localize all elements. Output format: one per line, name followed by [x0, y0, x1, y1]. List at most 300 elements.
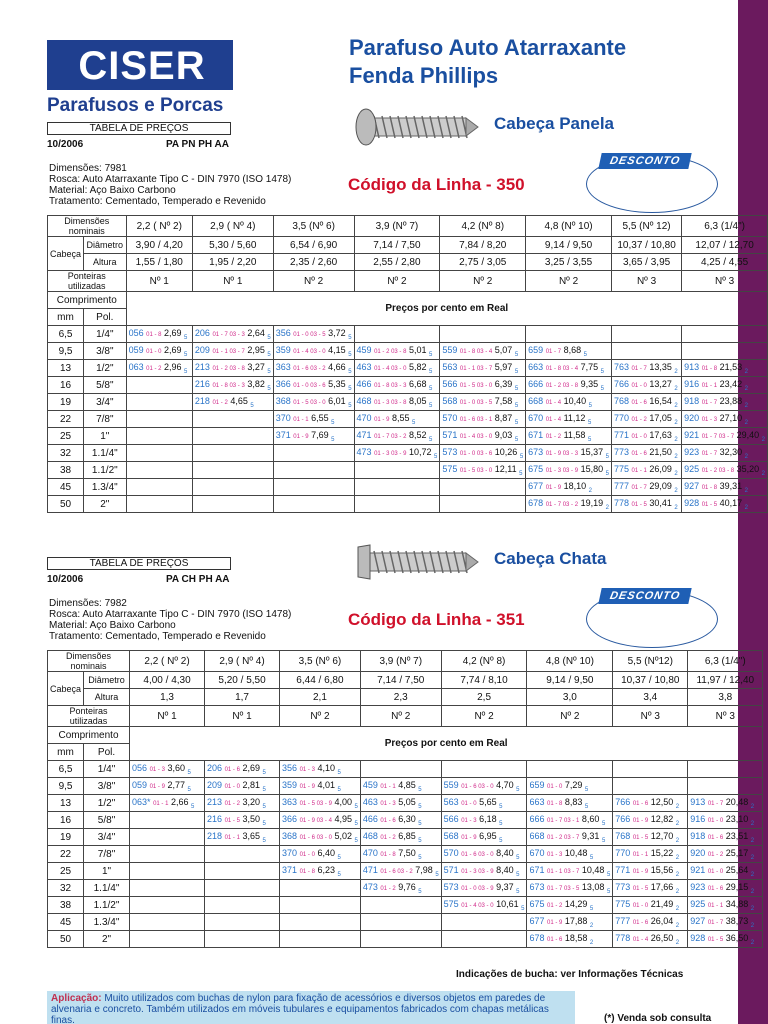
table-row: [48, 846, 763, 863]
price-entry: 678 01 - 7 03 - 2 19,19 $_2$: [528, 497, 609, 511]
price-cell: [613, 863, 688, 880]
price-cell: [526, 326, 612, 343]
row-pol: 1.1/4": [84, 445, 127, 462]
price-cell: [611, 462, 681, 479]
price-cell: [527, 863, 613, 880]
diametro-cell: 5,20 / 5,50: [205, 672, 280, 689]
price-cell: [273, 326, 354, 343]
price-cell: [130, 761, 205, 778]
ponteira-cell: Nº 2: [440, 271, 526, 292]
dim-cell: 6,3 (1/4"): [682, 216, 768, 237]
price-cell: [526, 445, 612, 462]
price-entry: 206 01 - 6 2,69 $_5$: [207, 762, 266, 776]
row-pol: 7/8": [84, 411, 127, 428]
ponteira-cell: Nº 3: [611, 271, 681, 292]
price-entry: 568 01 - 0 03 - 5 7,58 $_5$: [442, 395, 519, 409]
ponteira-cell: Nº 2: [441, 706, 527, 727]
head-type: Cabeça Panela: [494, 114, 615, 133]
price-cell: [682, 428, 768, 445]
price-entry: 468 01 - 3 03 - 8 8,05 $_5$: [356, 395, 433, 409]
row-pol: 3/8": [84, 778, 130, 795]
price-cell: [126, 428, 192, 445]
price-entry: 775 01 - 0 21,49 $_2$: [615, 898, 680, 912]
price-cell: [280, 778, 361, 795]
price-cell: [440, 496, 526, 513]
row-mm: 16: [48, 377, 84, 394]
price-cell: [354, 377, 440, 394]
price-cell: [126, 445, 192, 462]
diametro-cell: 10,37 / 10,80: [613, 672, 688, 689]
price-entry: 216 01 - 5 3,50 $_5$: [207, 813, 266, 827]
price-entry: 459 01 - 1 4,85 $_5$: [362, 779, 422, 793]
cabeca-label: Cabeça: [48, 237, 84, 271]
price-entry: 928 01 - 5 40,17 $_2$: [684, 497, 748, 511]
table-row: [48, 394, 768, 411]
price-cell: [688, 846, 763, 863]
diametro-label: Diâmetro: [84, 237, 127, 254]
price-cell: [205, 778, 280, 795]
price-cell: [205, 914, 280, 931]
aplicacao-box: [47, 991, 575, 1024]
dim-cell: 4,2 (Nº 8): [440, 216, 526, 237]
price-entry: 356 01 - 0 03 - 5 3,72 $_5$: [275, 327, 352, 341]
price-entry: 209 01 - 1 03 - 7 2,95 $_5$: [194, 344, 271, 358]
price-cell: [527, 897, 613, 914]
altura-label: Altura: [84, 254, 127, 271]
table-row: [48, 778, 763, 795]
table-row: [48, 914, 763, 931]
ponteira-cell: Nº 3: [613, 706, 688, 727]
price-entry: 659 01 - 0 7,29 $_5$: [529, 779, 589, 793]
price-cell: [440, 343, 526, 360]
price-cell: [280, 761, 361, 778]
price-entry: 675 01 - 2 14,29 $_5$: [529, 898, 594, 912]
price-cell: [688, 795, 763, 812]
dim-label: Dimensões nominais: [48, 651, 130, 672]
price-cell: [205, 880, 280, 897]
price-cell: [688, 778, 763, 795]
price-cell: [440, 428, 526, 445]
price-cell: [611, 479, 681, 496]
price-cell: [440, 479, 526, 496]
price-cell: [440, 445, 526, 462]
row-pol: 2": [84, 496, 127, 513]
row-pol: 1.1/2": [84, 897, 130, 914]
altura-cell: 3,0: [527, 689, 613, 706]
row-mm: 45: [48, 479, 84, 496]
row-mm: 6,5: [48, 326, 84, 343]
price-entry: 927 01 - 8 39,31 $_2$: [684, 480, 748, 494]
price-cell: [205, 863, 280, 880]
price-cell: [611, 428, 681, 445]
price-cell: [526, 428, 612, 445]
price-entry: 209 01 - 0 2,81 $_5$: [207, 779, 266, 793]
ponteira-cell: Nº 2: [526, 271, 612, 292]
dim-cell: 2,2 ( Nº 2): [126, 216, 192, 237]
price-entry: 559 01 - 6 03 - 0 4,70 $_5$: [443, 779, 520, 793]
price-entry: 770 01 - 1 15,22 $_2$: [615, 847, 680, 861]
price-cell: [280, 812, 361, 829]
spec-line: Dimensões: 7982: [49, 598, 127, 609]
price-cell: [527, 931, 613, 948]
price-cell: [273, 445, 354, 462]
price-cell: [440, 411, 526, 428]
row-mm: 13: [48, 360, 84, 377]
table-row: [48, 931, 763, 948]
price-cell: [273, 462, 354, 479]
price-entry: 213 01 - 2 03 - 8 3,27 $_5$: [194, 361, 271, 375]
price-entry: 473 01 - 3 03 - 9 10,72 $_5$: [356, 446, 438, 460]
codigo-linha: Código da Linha - 350: [348, 175, 525, 194]
price-cell: [441, 829, 527, 846]
price-cell: [192, 394, 273, 411]
price-entry: 663 01 - 8 03 - 4 7,75 $_5$: [528, 361, 604, 375]
price-cell: [354, 394, 440, 411]
price-entry: 916 01 - 1 23,42 $_2$: [684, 378, 748, 392]
price-cell: [526, 462, 612, 479]
price-entry: 371 01 - 8 6,23 $_5$: [282, 864, 341, 878]
price-entry: 463 01 - 4 03 - 0 5,82 $_5$: [356, 361, 433, 375]
price-cell: [441, 863, 527, 880]
price-entry: 916 01 - 0 23,10 $_2$: [690, 813, 755, 827]
dim-cell: 6,3 (1/4"): [688, 651, 763, 672]
price-entry: 575 01 - 4 03 - 0 10,61 $_5$: [443, 898, 525, 912]
price-entry: 206 01 - 7 03 - 3 2,64 $_5$: [194, 327, 271, 341]
price-entry: 763 01 - 7 13,35 $_2$: [613, 361, 678, 375]
price-entry: 218 01 - 1 3,65 $_5$: [207, 830, 266, 844]
price-entry: 213 01 - 2 3,20 $_5$: [207, 796, 266, 810]
price-cell: [360, 863, 441, 880]
price-cell: [688, 897, 763, 914]
diametro-cell: 9,14 / 9,50: [526, 237, 612, 254]
ponteira-cell: Nº 2: [280, 706, 361, 727]
price-entry: 356 01 - 3 4,10 $_5$: [282, 762, 341, 776]
price-entry: 659 01 - 7 8,68 $_5$: [528, 344, 587, 358]
price-entry: 570 01 - 6 03 - 0 8,40 $_5$: [443, 847, 520, 861]
dim-cell: 4,2 (Nº 8): [441, 651, 527, 672]
price-cell: [126, 496, 192, 513]
price-cell: [205, 795, 280, 812]
row-mm: 9,5: [48, 778, 84, 795]
row-mm: 38: [48, 897, 84, 914]
price-cell: [441, 880, 527, 897]
dim-cell: 2,2 ( Nº 2): [130, 651, 205, 672]
price-entry: 568 01 - 9 6,95 $_5$: [443, 830, 503, 844]
row-pol: 1/2": [84, 360, 127, 377]
price-entry: 463 01 - 3 5,05 $_5$: [362, 796, 422, 810]
diametro-cell: 12,07 / 12,70: [682, 237, 768, 254]
price-entry: 666 01 - 2 03 - 8 9,35 $_5$: [528, 378, 604, 392]
price-cell: [273, 377, 354, 394]
price-cell: [280, 795, 361, 812]
row-pol: 3/4": [84, 829, 130, 846]
price-cell: [527, 829, 613, 846]
table-row: [48, 897, 763, 914]
price-entry: 663 01 - 8 8,83 $_5$: [529, 796, 589, 810]
price-cell: [280, 897, 361, 914]
price-cell: [354, 326, 440, 343]
altura-cell: 2,3: [360, 689, 441, 706]
price-cell: [273, 496, 354, 513]
price-entry: 570 01 - 6 03 - 1 8,87 $_5$: [442, 412, 519, 426]
altura-cell: 3,4: [613, 689, 688, 706]
price-table: [47, 650, 763, 948]
row-pol: 1/2": [84, 795, 130, 812]
price-cell: [440, 360, 526, 377]
price-entry: 673 01 - 9 03 - 3 15,37 $_5$: [528, 446, 609, 460]
table-row: [48, 812, 763, 829]
price-entry: 366 01 - 9 03 - 4 4,95 $_5$: [282, 813, 358, 827]
row-pol: 5/8": [84, 377, 127, 394]
table-code: PA PN PH AA: [166, 139, 229, 150]
price-cell: [130, 812, 205, 829]
price-entry: 563 01 - 1 03 - 7 5,97 $_5$: [442, 361, 519, 375]
price-cell: [126, 479, 192, 496]
price-cell: [273, 411, 354, 428]
price-entry: 056 01 - 8 2,69 $_5$: [128, 327, 188, 341]
altura-cell: 3,8: [688, 689, 763, 706]
price-cell: [527, 778, 613, 795]
price-entry: 370 01 - 0 6,40 $_5$: [282, 847, 341, 861]
price-entry: 059 01 - 0 2,69 $_5$: [128, 344, 188, 358]
altura-cell: 1,95 / 2,20: [192, 254, 273, 271]
price-entry: 668 01 - 4 10,40 $_5$: [528, 395, 592, 409]
price-entry: 573 01 - 0 03 - 6 10,26 $_5$: [442, 446, 524, 460]
table-row: [48, 829, 763, 846]
price-cell: [613, 829, 688, 846]
row-mm: 19: [48, 394, 84, 411]
price-cell: [360, 914, 441, 931]
comprimento-label: Comprimento: [48, 292, 127, 309]
price-cell: [354, 462, 440, 479]
price-cell: [360, 778, 441, 795]
desconto-badge: DESCONTO: [598, 153, 692, 169]
row-pol: 1/4": [84, 761, 130, 778]
price-entry: 366 01 - 0 03 - 6 5,35 $_5$: [275, 378, 352, 392]
price-entry: 677 01 - 9 17,88 $_2$: [529, 915, 594, 929]
ciser-logo: [47, 40, 233, 90]
row-pol: 1": [84, 863, 130, 880]
price-cell: [611, 411, 681, 428]
price-entry: 575 01 - 5 03 - 0 12,11 $_5$: [442, 463, 523, 477]
price-entry: 671 01 - 2 11,58 $_5$: [528, 429, 592, 443]
brand-subtitle: Parafusos e Porcas: [47, 95, 224, 116]
price-entry: 563 01 - 0 5,65 $_5$: [443, 796, 503, 810]
dim-cell: 3,9 (Nº 7): [354, 216, 440, 237]
price-entry: 768 01 - 5 12,70 $_2$: [615, 830, 680, 844]
price-cell: [611, 377, 681, 394]
price-cell: [126, 343, 192, 360]
price-entry: 670 01 - 3 10,48 $_5$: [529, 847, 594, 861]
cabeca-label: Cabeça: [48, 672, 84, 706]
price-cell: [205, 846, 280, 863]
price-entry: 666 01 - 7 03 - 1 8,60 $_5$: [529, 813, 606, 827]
ponteira-cell: Nº 3: [688, 706, 763, 727]
price-cell: [280, 931, 361, 948]
row-pol: 1.1/2": [84, 462, 127, 479]
price-cell: [613, 795, 688, 812]
price-cell: [526, 479, 612, 496]
spec-line: Tratamento: Cementado, Temperado e Revenido: [49, 631, 266, 642]
ponteira-cell: Nº 1: [205, 706, 280, 727]
price-cell: [360, 897, 441, 914]
price-cell: [126, 326, 192, 343]
price-entry: 918 01 - 7 23,88 $_2$: [684, 395, 748, 409]
altura-cell: 2,5: [441, 689, 527, 706]
spec-line: Tratamento: Cementado, Temperado e Revenido: [49, 196, 266, 207]
ponteira-cell: Nº 2: [527, 706, 613, 727]
price-cell: [527, 914, 613, 931]
price-cell: [527, 761, 613, 778]
price-cell: [192, 428, 273, 445]
altura-cell: 3,25 / 3,55: [526, 254, 612, 271]
row-mm: 16: [48, 812, 84, 829]
price-cell: [440, 394, 526, 411]
price-cell: [205, 897, 280, 914]
price-cell: [527, 846, 613, 863]
price-entry: 920 01 - 2 25,17 $_2$: [690, 847, 755, 861]
price-cell: [526, 394, 612, 411]
price-cell: [526, 377, 612, 394]
price-entry: 063 01 - 2 2,96 $_5$: [128, 361, 188, 375]
logo-text: CISER: [78, 44, 206, 88]
row-mm: 45: [48, 914, 84, 931]
price-cell: [360, 812, 441, 829]
price-entry: 773 01 - 6 21,50 $_2$: [613, 446, 678, 460]
row-mm: 13: [48, 795, 84, 812]
ponteira-cell: Nº 2: [273, 271, 354, 292]
row-mm: 9,5: [48, 343, 84, 360]
diametro-cell: 9,14 / 9,50: [527, 672, 613, 689]
price-entry: 921 01 - 7 03 - 7 29,40 $_2$: [684, 429, 765, 443]
spec-line: Material: Aço Baixo Carbono: [49, 185, 176, 196]
bucha-note: Indicações de bucha: ver Informações Técnicas: [456, 969, 684, 980]
price-cell: [280, 846, 361, 863]
row-pol: 1/4": [84, 326, 127, 343]
table-row: [48, 343, 768, 360]
price-cell: [192, 462, 273, 479]
price-entry: 770 01 - 2 17,05 $_2$: [613, 412, 678, 426]
page-title: [349, 34, 626, 90]
price-entry: 921 01 - 0 25,64 $_2$: [690, 864, 755, 878]
price-cell: [354, 411, 440, 428]
mm-label: mm: [48, 309, 84, 326]
price-entry: 363 01 - 5 03 - 9 4,00 $_5$: [282, 796, 358, 810]
row-pol: 2": [84, 931, 130, 948]
price-entry: 571 01 - 3 03 - 9 8,40 $_5$: [443, 864, 520, 878]
price-cell: [613, 761, 688, 778]
price-cell: [273, 479, 354, 496]
price-entry: 566 01 - 5 03 - 0 6,39 $_5$: [442, 378, 519, 392]
price-cell: [613, 846, 688, 863]
price-entry: 766 01 - 9 12,82 $_2$: [615, 813, 680, 827]
price-cell: [613, 931, 688, 948]
price-cell: [526, 496, 612, 513]
row-mm: 25: [48, 428, 84, 445]
table-row: [48, 761, 763, 778]
dim-cell: 3,5 (Nº 6): [280, 651, 361, 672]
ponteira-cell: Nº 1: [126, 271, 192, 292]
head-type: Cabeça Chata: [494, 549, 607, 568]
price-entry: 766 01 - 6 12,50 $_2$: [615, 796, 680, 810]
price-cell: [192, 479, 273, 496]
row-pol: 7/8": [84, 846, 130, 863]
price-cell: [611, 326, 681, 343]
price-entry: 928 01 - 5 36,50 $_2$: [690, 932, 755, 946]
price-cell: [688, 863, 763, 880]
price-cell: [688, 880, 763, 897]
price-cell: [613, 914, 688, 931]
row-mm: 25: [48, 863, 84, 880]
diametro-cell: 4,00 / 4,30: [130, 672, 205, 689]
price-cell: [126, 394, 192, 411]
price-cell: [205, 761, 280, 778]
price-entry: 470 01 - 9 8,55 $_5$: [356, 412, 416, 426]
price-cell: [526, 343, 612, 360]
diametro-cell: 7,84 / 8,20: [440, 237, 526, 254]
row-mm: 6,5: [48, 761, 84, 778]
aplicacao-text: Muito utilizados com buchas de nylon para fixação de acessórios e diversos objetos em paredes de alvenaria e concreto. Também utilizados em móveis tubulares e equipamentos fabricados com chapas metálicas finas.: [51, 993, 549, 1024]
row-pol: 1.3/4": [84, 914, 130, 931]
altura-cell: 4,25 / 4,55: [682, 254, 768, 271]
row-pol: 3/4": [84, 394, 127, 411]
price-entry: 677 01 - 9 18,10 $_2$: [528, 480, 592, 494]
price-entry: 778 01 - 4 26,50 $_2$: [615, 932, 680, 946]
price-entry: 773 01 - 5 17,66 $_2$: [615, 881, 680, 895]
diametro-cell: 10,37 / 10,80: [611, 237, 681, 254]
price-cell: [527, 812, 613, 829]
price-cell: [280, 914, 361, 931]
price-cell: [192, 496, 273, 513]
price-cell: [130, 846, 205, 863]
row-pol: 1.1/4": [84, 880, 130, 897]
price-cell: [611, 394, 681, 411]
price-cell: [441, 778, 527, 795]
price-cell: [354, 360, 440, 377]
price-entry: 678 01 - 6 18,58 $_2$: [529, 932, 594, 946]
row-mm: 50: [48, 496, 84, 513]
table-date: 10/2006: [47, 139, 84, 150]
altura-cell: 2,75 / 3,05: [440, 254, 526, 271]
price-cell: [354, 496, 440, 513]
price-entry: 925 01 - 2 03 - 8 35,20 $_2$: [684, 463, 765, 477]
price-entry: 471 01 - 6 03 - 2 7,98 $_5$: [362, 864, 439, 878]
ponteiras-label: Ponteiras utilizadas: [48, 706, 130, 727]
table-row: [48, 411, 768, 428]
price-cell: [613, 812, 688, 829]
table-row: [48, 326, 768, 343]
price-cell: [360, 931, 441, 948]
price-cell: [273, 394, 354, 411]
price-cell: [613, 897, 688, 914]
spec-line: Rosca: Auto Atarraxante Tipo C - DIN 7970 (ISO 1478): [49, 174, 292, 185]
table-row: [48, 880, 763, 897]
price-entry: 675 01 - 3 03 - 9 15,80 $_5$: [528, 463, 609, 477]
price-cell: [130, 914, 205, 931]
price-cell: [440, 377, 526, 394]
price-cell: [440, 326, 526, 343]
price-cell: [354, 428, 440, 445]
price-entry: 771 01 - 0 17,63 $_2$: [613, 429, 678, 443]
price-cell: [682, 377, 768, 394]
pol-label: Pol.: [84, 744, 130, 761]
price-cell: [682, 360, 768, 377]
price-cell: [526, 360, 612, 377]
price-cell: [440, 462, 526, 479]
price-entry: 359 01 - 9 4,01 $_5$: [282, 779, 341, 793]
price-entry: 927 01 - 7 38,73 $_2$: [690, 915, 755, 929]
ponteira-cell: Nº 2: [360, 706, 441, 727]
